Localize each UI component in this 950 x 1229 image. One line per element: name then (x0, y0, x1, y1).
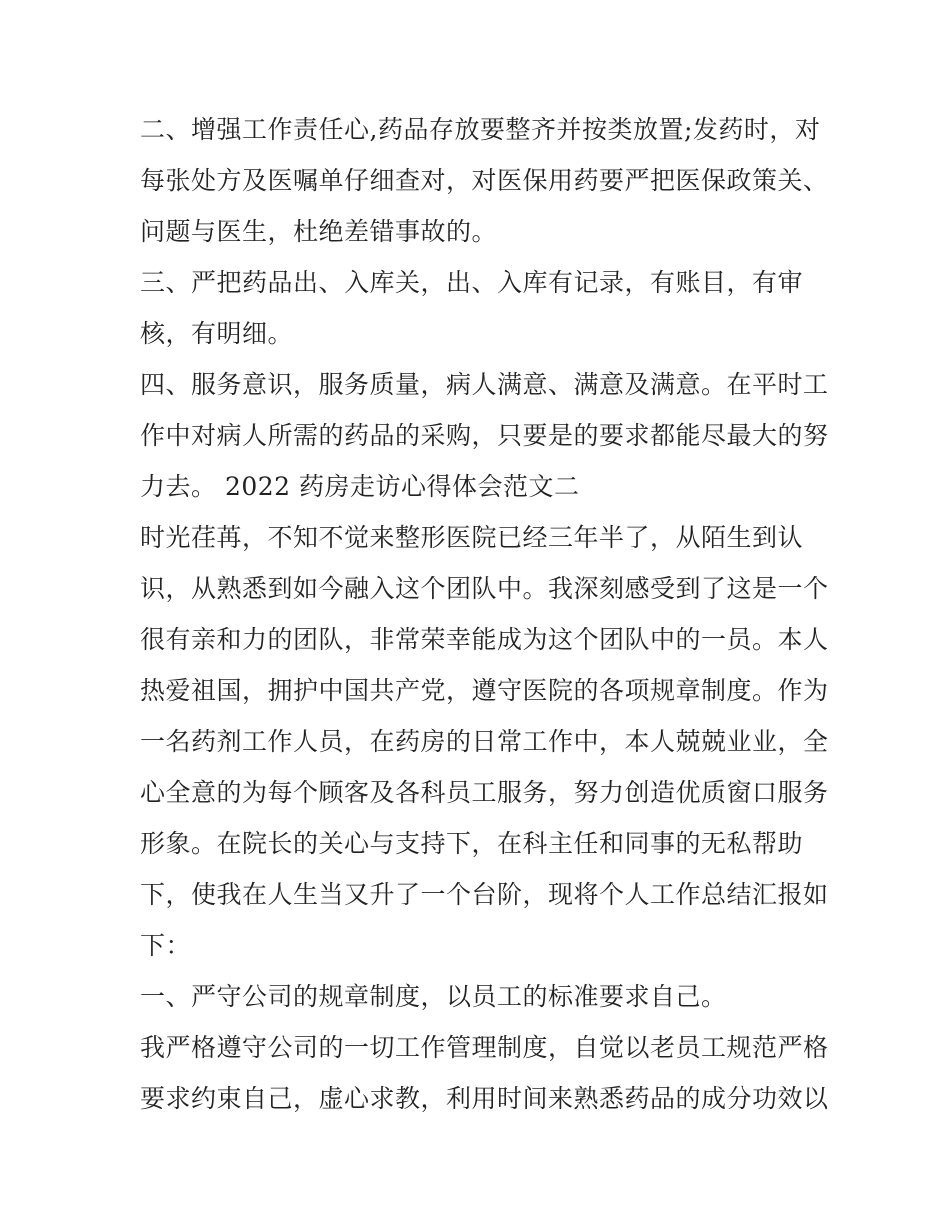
text-line: 一、严守公司的规章制度，以员工的标准要求自己。 (140, 982, 727, 1011)
text-line: 要求约束自己，虚心求教，利用时间来熟悉药品的成分功效以 (140, 1084, 829, 1113)
text-line: 作中对病人所需的药品的采购，只要是的要求都能尽最大的努 (140, 421, 829, 450)
text-line: 二、增强工作责任心,药品存放要整齐并按类放置;发药时，对 (140, 115, 821, 144)
text-line: 我严格遵守公司的一切工作管理制度，自觉以老员工规范严格 (140, 1033, 829, 1062)
text-line: 形象。在院长的关心与支持下，在科主任和同事的无私帮助 (140, 829, 804, 858)
text-line: 很有亲和力的团队，非常荣幸能成为这个团队中的一员。本人 (140, 625, 829, 654)
text-line: 四、服务意识，服务质量，病人满意、满意及满意。在平时工 (140, 370, 829, 399)
text-line: 时光荏苒，不知不觉来整形医院已经三年半了，从陌生到认 (140, 523, 804, 552)
text-line: 问题与医生，杜绝差错事故的。 (140, 217, 498, 246)
text-line: 一名药剂工作人员，在药房的日常工作中，本人兢兢业业，全 (140, 727, 829, 756)
text-line: 下，使我在人生当又升了一个台阶，现将个人工作总结汇报如 (140, 880, 829, 909)
text-line: 力去。 2022 药房走访心得体会范文二 (140, 472, 580, 501)
text-line: 下： (140, 931, 192, 960)
text-line: 三、严把药品出、入库关，出、入库有记录，有账目，有审 (140, 268, 804, 297)
text-line: 心全意的为每个顾客及各科员工服务，努力创造优质窗口服务 (140, 778, 829, 807)
text-line: 每张处方及医嘱单仔细查对，对医保用药要严把医保政策关、 (140, 166, 829, 195)
text-line: 热爱祖国，拥护中国共产党，遵守医院的各项规章制度。作为 (140, 676, 829, 705)
text-line: 核，有明细。 (140, 319, 294, 348)
text-line: 识，从熟悉到如今融入这个团队中。我深刻感受到了这是一个 (140, 574, 829, 603)
body-text (140, 104, 830, 1124)
